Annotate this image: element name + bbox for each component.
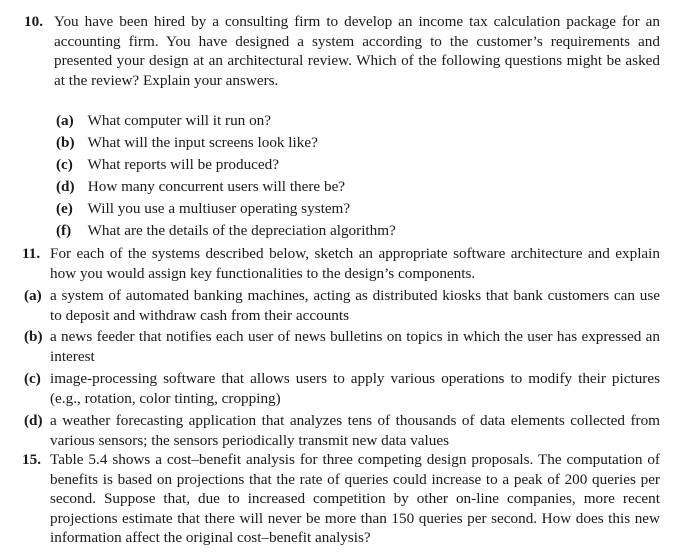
q10-option-d xyxy=(56,177,656,197)
question-10-number: 10. xyxy=(24,13,43,30)
option-label: (d) xyxy=(56,178,75,195)
option-label: (c) xyxy=(56,156,73,173)
option-text: What reports will be produced? xyxy=(87,156,279,173)
q10-option-c xyxy=(56,155,656,175)
option-label: (d) xyxy=(24,412,43,429)
option-text: a system of automated banking machines, acting as distributed kiosks that bank customers can use to deposit and withdraw cash from their accounts xyxy=(50,287,660,324)
question-11 xyxy=(22,244,660,283)
q11-option-d xyxy=(24,411,660,450)
option-text: How many concurrent users will there be? xyxy=(87,178,346,195)
q10-option-f xyxy=(56,221,656,241)
question-10-text: You have been hired by a consulting firm to develop an income tax calculation package for an accounting firm. You have designed a system according to the customer’s requirements and presented your design at an architectural review. Which of the following questions might be asked at the review? Explain your answers. xyxy=(54,13,660,89)
q11-option-b xyxy=(24,327,660,366)
option-label: (f) xyxy=(56,222,72,239)
question-11-text: For each of the systems described below, sketch an appropriate software architecture and explain how you would assign key functionalities to the design’s components. xyxy=(50,245,660,282)
option-text: image-processing software that allows users to apply various operations to modify their pictures (e.g., rotation, color tinting, cropping) xyxy=(50,370,660,407)
q10-option-b xyxy=(56,133,656,153)
option-label: (b) xyxy=(56,134,75,151)
option-label: (a) xyxy=(24,287,42,304)
option-text: a weather forecasting application that analyzes tens of thousands of data elements collected from various sensors; the sensors periodically transmit new data values xyxy=(50,412,660,449)
option-text: Will you use a multiuser operating system? xyxy=(87,200,351,217)
option-text: What will the input screens look like? xyxy=(87,134,318,151)
option-label: (c) xyxy=(24,370,41,387)
option-label: (b) xyxy=(24,328,43,345)
question-11-number: 11. xyxy=(22,245,41,262)
q11-option-a xyxy=(24,286,660,325)
question-10 xyxy=(24,12,660,90)
option-label: (e) xyxy=(56,200,73,217)
q10-option-a xyxy=(56,111,656,131)
option-text: What are the details of the depreciation algorithm? xyxy=(87,222,396,239)
option-text: What computer will it run on? xyxy=(87,112,271,129)
question-15 xyxy=(22,450,660,548)
option-label: (a) xyxy=(56,112,74,129)
q11-option-c xyxy=(24,369,660,408)
question-15-number: 15. xyxy=(22,451,41,468)
q10-option-e xyxy=(56,199,656,219)
question-15-text: Table 5.4 shows a cost–benefit analysis for three competing design proposals. The computation of benefits is based on projections that the rate of queries could increase to a peak of 200 queries per second. Suppose that, due to increased competition by other on-line companies, more recent projections estimate that there will never be more than 150 queries per second. How does this new information affect the original cost–benefit analysis? xyxy=(50,451,660,547)
option-text: a news feeder that notifies each user of news bulletins on topics in which the user has expressed an interest xyxy=(50,328,660,365)
